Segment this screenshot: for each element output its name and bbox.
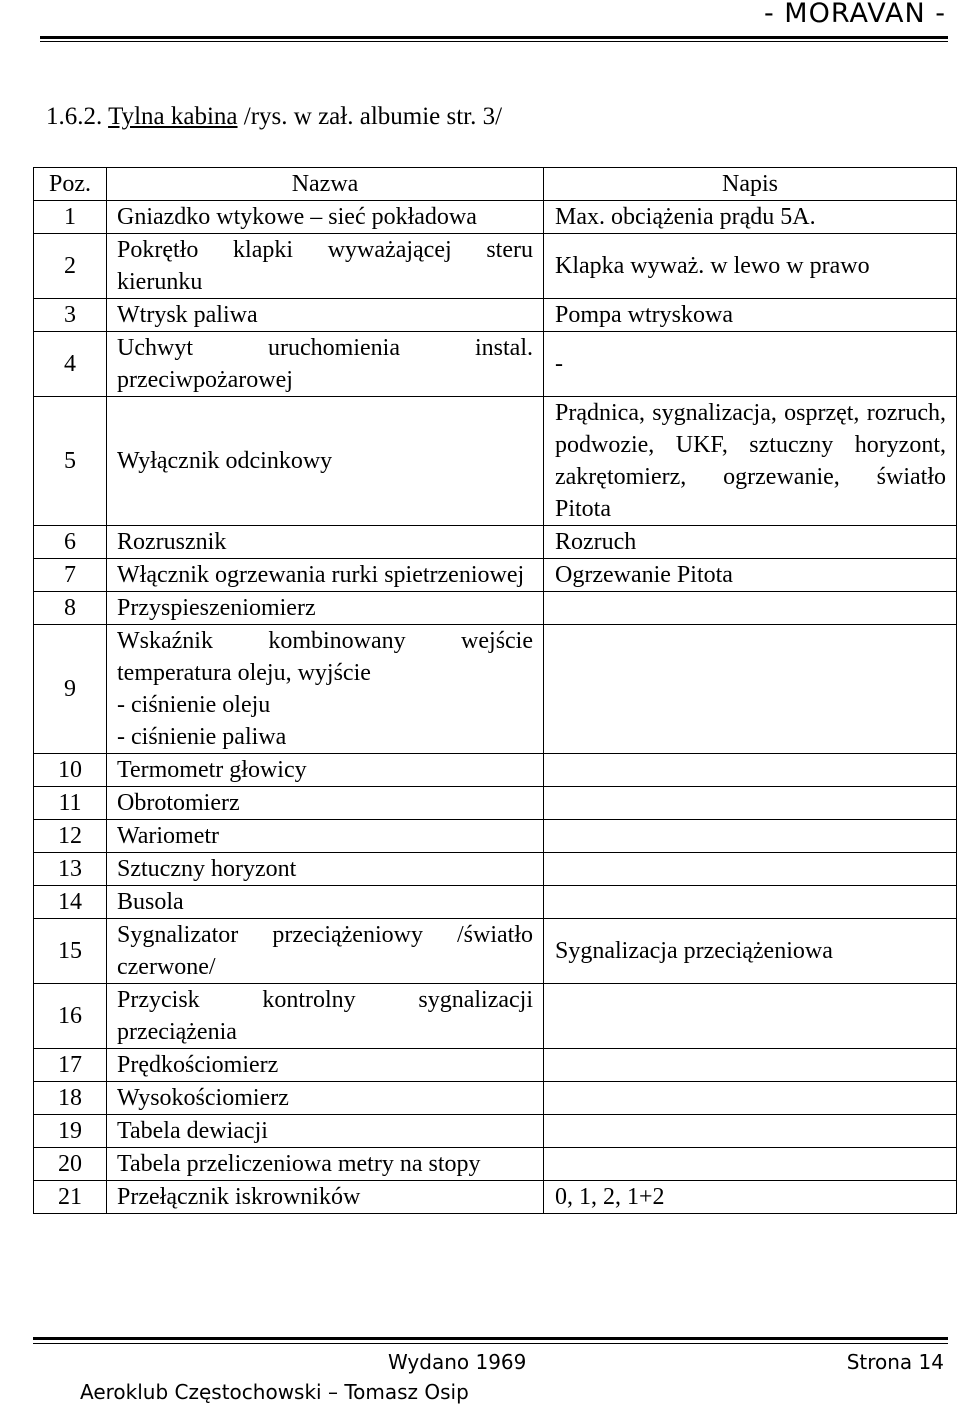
row-name: Włącznik ogrzewania rurki spietrzeniowej (107, 559, 544, 592)
table-row (34, 1115, 957, 1148)
table-row (34, 234, 957, 299)
table-row (34, 299, 957, 332)
footer-divider (33, 1337, 948, 1340)
row-label (544, 625, 957, 754)
footer-organization: Aeroklub Częstochowski – Tomasz Osip (80, 1380, 469, 1404)
footer-page-number: Strona 14 (846, 1350, 944, 1374)
row-position: 9 (34, 625, 107, 754)
table-row (34, 559, 957, 592)
row-name: Pokrętło klapki wyważającej steru kierunku (107, 234, 544, 299)
table-row (34, 332, 957, 397)
section-number: 1.6.2. (46, 103, 103, 130)
table-row (34, 886, 957, 919)
header-divider-thin (40, 41, 948, 42)
section-title: Tylna kabina (108, 103, 238, 130)
row-label (544, 1082, 957, 1115)
row-position: 15 (34, 919, 107, 984)
row-label: Klapka wyważ. w lewo w prawo (544, 234, 957, 299)
row-position: 4 (34, 332, 107, 397)
row-name: Wtrysk paliwa (107, 299, 544, 332)
section-reference: /rys. w zał. albumie str. 3/ (243, 103, 503, 130)
table-row (34, 919, 957, 984)
header-divider (40, 36, 948, 39)
row-label: Rozruch (544, 526, 957, 559)
row-name: Prędkościomierz (107, 1049, 544, 1082)
row-name: Wyłącznik odcinkowy (107, 397, 544, 526)
section-heading (46, 103, 502, 131)
row-position: 21 (34, 1181, 107, 1214)
row-position: 2 (34, 234, 107, 299)
row-label: - (544, 332, 957, 397)
row-name: Gniazdko wtykowe – sieć pokładowa (107, 201, 544, 234)
row-label (544, 1049, 957, 1082)
table-row (34, 787, 957, 820)
row-label (544, 754, 957, 787)
table-row (34, 526, 957, 559)
table-row (34, 1181, 957, 1214)
row-label (544, 984, 957, 1049)
row-position: 6 (34, 526, 107, 559)
header-name: Nazwa (107, 168, 544, 201)
row-position: 5 (34, 397, 107, 526)
parts-table (33, 167, 957, 1214)
row-position: 17 (34, 1049, 107, 1082)
row-name: Termometr głowicy (107, 754, 544, 787)
row-name: Sygnalizator przeciążeniowy /światło czerwone/ (107, 919, 544, 984)
row-position: 12 (34, 820, 107, 853)
row-label (544, 1148, 957, 1181)
table-body (34, 201, 957, 1214)
table-row (34, 820, 957, 853)
table-row (34, 1049, 957, 1082)
table-row (34, 754, 957, 787)
table-header-row (34, 168, 957, 201)
row-label: Sygnalizacja przeciążeniowa (544, 919, 957, 984)
row-name: Uchwyt uruchomienia instal. przeciwpożarowej (107, 332, 544, 397)
table-row (34, 984, 957, 1049)
row-label: Prądnica, sygnalizacja, osprzęt, rozruch, podwozie, UKF, sztuczny horyzont, zakrętomierz, ogrzewanie, światło Pitota (544, 397, 957, 526)
row-position: 20 (34, 1148, 107, 1181)
row-label: Pompa wtryskowa (544, 299, 957, 332)
header-label: Napis (544, 168, 957, 201)
row-name: Wariometr (107, 820, 544, 853)
row-label: Ogrzewanie Pitota (544, 559, 957, 592)
table-row (34, 1082, 957, 1115)
row-name: Tabela przeliczeniowa metry na stopy (107, 1148, 544, 1181)
row-position: 7 (34, 559, 107, 592)
table-row (34, 592, 957, 625)
row-name: Tabela dewiacji (107, 1115, 544, 1148)
row-label (544, 853, 957, 886)
row-name: Przełącznik iskrowników (107, 1181, 544, 1214)
row-position: 8 (34, 592, 107, 625)
table-row (34, 397, 957, 526)
header-pos: Poz. (34, 168, 107, 201)
footer-divider-thin (33, 1343, 948, 1344)
table-row (34, 1148, 957, 1181)
row-name: Przycisk kontrolny sygnalizacji przeciążenia (107, 984, 544, 1049)
row-label (544, 592, 957, 625)
row-label (544, 787, 957, 820)
row-position: 18 (34, 1082, 107, 1115)
row-label: Max. obciążenia prądu 5A. (544, 201, 957, 234)
row-label (544, 820, 957, 853)
row-label: 0, 1, 2, 1+2 (544, 1181, 957, 1214)
row-position: 10 (34, 754, 107, 787)
table-row (34, 853, 957, 886)
table-row (34, 625, 957, 754)
table-row (34, 201, 957, 234)
row-position: 1 (34, 201, 107, 234)
row-position: 14 (34, 886, 107, 919)
row-position: 16 (34, 984, 107, 1049)
row-label (544, 1115, 957, 1148)
footer-issued: Wydano 1969 (388, 1350, 527, 1374)
row-name: Obrotomierz (107, 787, 544, 820)
row-name: Sztuczny horyzont (107, 853, 544, 886)
row-name: Wskaźnik kombinowany wejście temperatura oleju, wyjście - ciśnienie oleju - ciśnienie paliwa (107, 625, 544, 754)
document-header-title: - MORAVAN - (763, 0, 946, 29)
row-name: Wysokościomierz (107, 1082, 544, 1115)
row-position: 13 (34, 853, 107, 886)
row-label (544, 886, 957, 919)
row-position: 11 (34, 787, 107, 820)
row-position: 3 (34, 299, 107, 332)
row-name: Busola (107, 886, 544, 919)
row-name: Przyspieszeniomierz (107, 592, 544, 625)
row-name: Rozrusznik (107, 526, 544, 559)
row-position: 19 (34, 1115, 107, 1148)
